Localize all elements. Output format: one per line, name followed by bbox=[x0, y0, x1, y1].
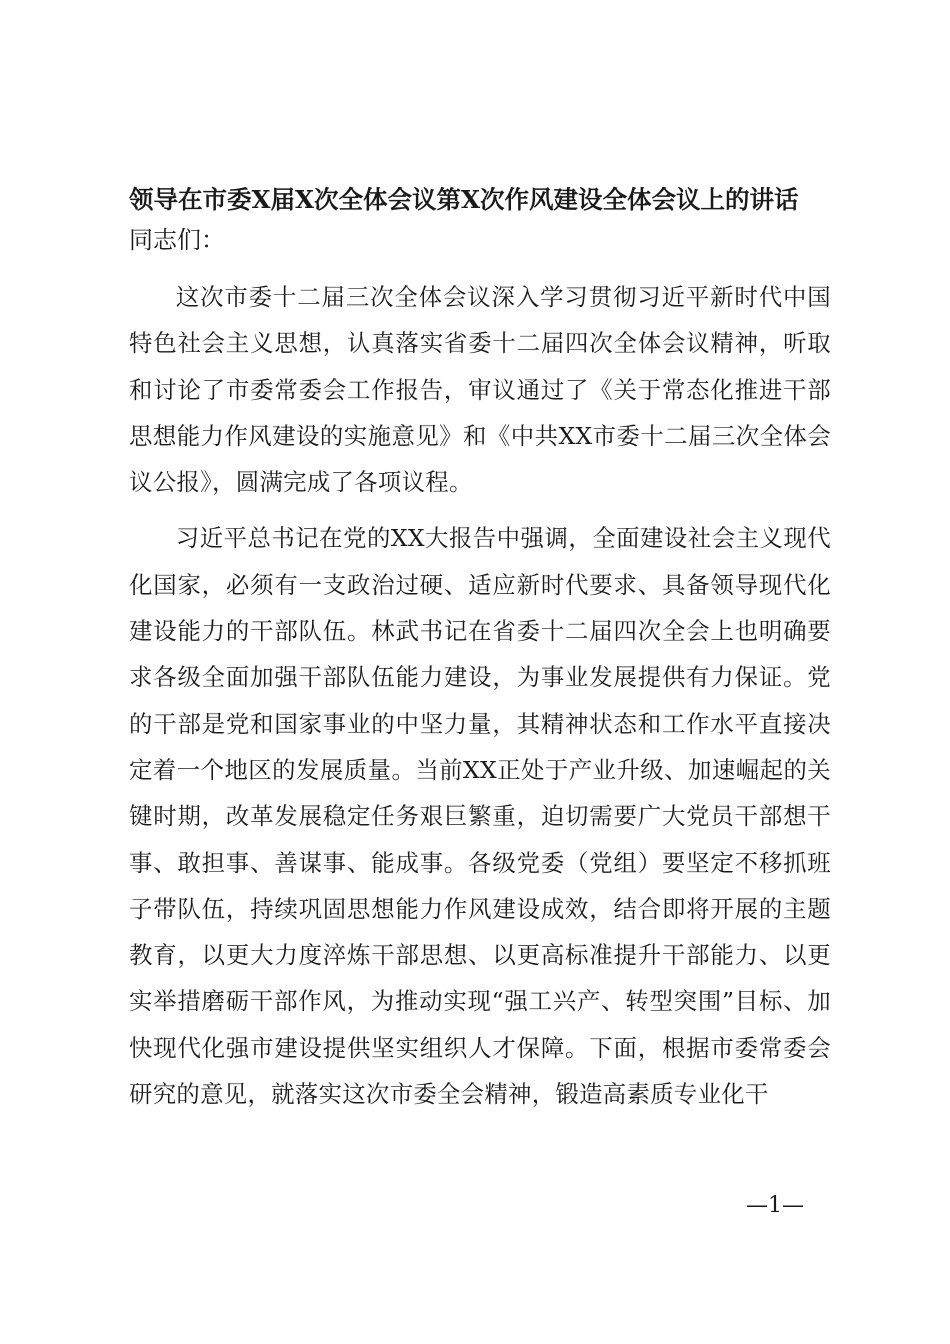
paragraph-2: 习近平总书记在党的XX大报告中强调，全面建设社会主义现代化国家，必须有一支政治过硬、适应新时代要求、具备领导现代化建设能力的干部队伍。林武书记在省委十二届四次全会上也明确要求各级全面加强干部队伍能力建设，为事业发展提供有力保证。党的干部是党和国家事业的中坚力量，其精神状态和工作水平直接决定着一个地区的发展质量。当前XX正处于产业升级、加速崛起的关键时期，改革发展稳定任务艰巨繁重，迫切需要广大党员干部想干事、敢担事、善谋事、能成事。各级党委（党组）要坚定不移抓班子带队伍，持续巩固思想能力作风建设成效，结合即将开展的主题教育，以更大力度淬炼干部思想、以更高标准提升干部能力、以更实举措磨砺干部作风，为推动实现“强工兴产、转型突围”目标、加快现代化强市建设提供坚实组织人才保障。下面，根据市委常委会研究的意见，就落实这次市委全会精神，锻造高素质专业化干 bbox=[129, 524, 831, 1109]
document-body bbox=[129, 180, 831, 1117]
salutation: 同志们： bbox=[129, 226, 225, 254]
document-title: 领导在市委X届X次全体会议第X次作风建设全体会议上的讲话 bbox=[129, 185, 799, 214]
page-number: —1— bbox=[746, 1193, 804, 1218]
paragraph-1: 这次市委十二届三次全体会议深入学习贯彻习近平新时代中国特色社会主义思想，认真落实省委十二届四次全体会议精神，听取和讨论了市委常委会工作报告，审议通过了《关于常态化推进干部思想能力作风建设的实施意见》和《中共XX市委十二届三次全体会议公报》，圆满完成了各项议程。 bbox=[129, 283, 831, 497]
